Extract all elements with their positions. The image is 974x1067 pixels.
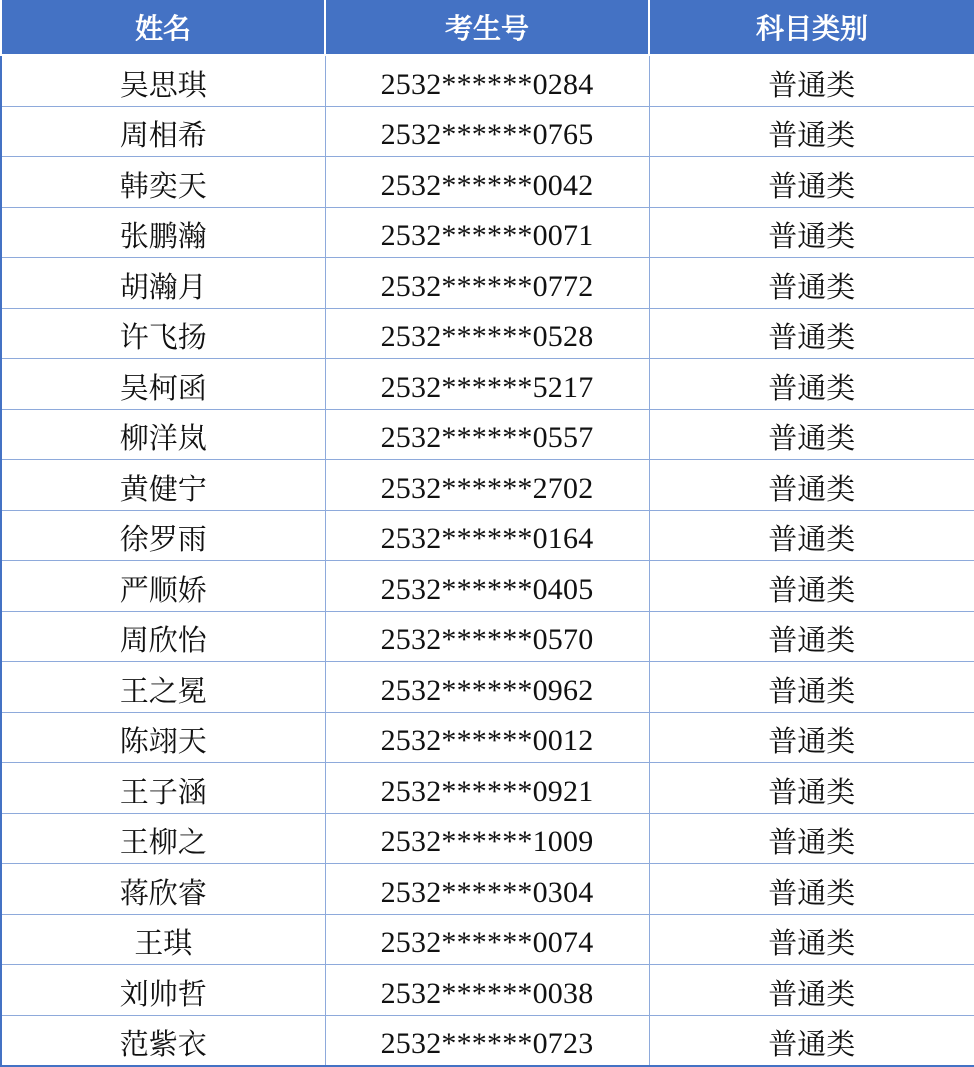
table-row xyxy=(1,460,974,511)
table-row xyxy=(1,157,974,208)
cell-category: 普通类 xyxy=(649,914,974,965)
table-row xyxy=(1,813,974,864)
cell-exam-id: 2532******0962 xyxy=(325,662,649,713)
table-row xyxy=(1,258,974,309)
cell-name: 王琪 xyxy=(1,914,325,965)
cell-exam-id: 2532******0038 xyxy=(325,965,649,1016)
cell-exam-id: 2532******0405 xyxy=(325,561,649,612)
cell-exam-id: 2532******0071 xyxy=(325,207,649,258)
cell-category: 普通类 xyxy=(649,813,974,864)
cell-name: 范紫衣 xyxy=(1,1015,325,1066)
cell-name: 刘帅哲 xyxy=(1,965,325,1016)
cell-category: 普通类 xyxy=(649,157,974,208)
cell-category: 普通类 xyxy=(649,965,974,1016)
header-name: 姓名 xyxy=(1,0,325,55)
cell-name: 王子涵 xyxy=(1,763,325,814)
cell-exam-id: 2532******0304 xyxy=(325,864,649,915)
table-body xyxy=(1,55,974,1066)
header-category: 科目类别 xyxy=(649,0,974,55)
table-row xyxy=(1,561,974,612)
header-row xyxy=(1,0,974,55)
table-row xyxy=(1,55,974,106)
table-row xyxy=(1,308,974,359)
table-header xyxy=(1,0,974,55)
cell-category: 普通类 xyxy=(649,712,974,763)
cell-category: 普通类 xyxy=(649,55,974,106)
cell-category: 普通类 xyxy=(649,409,974,460)
cell-category: 普通类 xyxy=(649,207,974,258)
cell-exam-id: 2532******0284 xyxy=(325,55,649,106)
cell-exam-id: 2532******5217 xyxy=(325,359,649,410)
cell-exam-id: 2532******0528 xyxy=(325,308,649,359)
cell-name: 张鹏瀚 xyxy=(1,207,325,258)
cell-category: 普通类 xyxy=(649,864,974,915)
table-row xyxy=(1,106,974,157)
cell-category: 普通类 xyxy=(649,611,974,662)
header-exam-id: 考生号 xyxy=(325,0,649,55)
cell-name: 黄健宁 xyxy=(1,460,325,511)
cell-category: 普通类 xyxy=(649,359,974,410)
cell-category: 普通类 xyxy=(649,1015,974,1066)
cell-name: 徐罗雨 xyxy=(1,510,325,561)
table-row xyxy=(1,864,974,915)
cell-name: 陈翊天 xyxy=(1,712,325,763)
cell-name: 柳洋岚 xyxy=(1,409,325,460)
table-row xyxy=(1,359,974,410)
table-row xyxy=(1,207,974,258)
cell-exam-id: 2532******0723 xyxy=(325,1015,649,1066)
cell-name: 王柳之 xyxy=(1,813,325,864)
cell-name: 吴柯函 xyxy=(1,359,325,410)
cell-category: 普通类 xyxy=(649,561,974,612)
cell-exam-id: 2532******2702 xyxy=(325,460,649,511)
table-row xyxy=(1,712,974,763)
table-row xyxy=(1,914,974,965)
cell-exam-id: 2532******0042 xyxy=(325,157,649,208)
cell-category: 普通类 xyxy=(649,308,974,359)
cell-category: 普通类 xyxy=(649,106,974,157)
cell-exam-id: 2532******0765 xyxy=(325,106,649,157)
cell-category: 普通类 xyxy=(649,258,974,309)
cell-category: 普通类 xyxy=(649,662,974,713)
cell-exam-id: 2532******0570 xyxy=(325,611,649,662)
table-row xyxy=(1,611,974,662)
cell-exam-id: 2532******0921 xyxy=(325,763,649,814)
cell-exam-id: 2532******0164 xyxy=(325,510,649,561)
cell-name: 王之冕 xyxy=(1,662,325,713)
cell-name: 严顺娇 xyxy=(1,561,325,612)
table-row xyxy=(1,1015,974,1066)
table-row xyxy=(1,662,974,713)
cell-name: 韩奕天 xyxy=(1,157,325,208)
cell-name: 胡瀚月 xyxy=(1,258,325,309)
cell-category: 普通类 xyxy=(649,460,974,511)
table-row xyxy=(1,965,974,1016)
cell-exam-id: 2532******0074 xyxy=(325,914,649,965)
cell-category: 普通类 xyxy=(649,510,974,561)
cell-name: 许飞扬 xyxy=(1,308,325,359)
cell-name: 周欣怡 xyxy=(1,611,325,662)
cell-name: 吴思琪 xyxy=(1,55,325,106)
table-row xyxy=(1,510,974,561)
cell-name: 蒋欣睿 xyxy=(1,864,325,915)
cell-exam-id: 2532******0772 xyxy=(325,258,649,309)
cell-exam-id: 2532******1009 xyxy=(325,813,649,864)
cell-exam-id: 2532******0012 xyxy=(325,712,649,763)
table-row xyxy=(1,409,974,460)
cell-exam-id: 2532******0557 xyxy=(325,409,649,460)
table-row xyxy=(1,763,974,814)
cell-category: 普通类 xyxy=(649,763,974,814)
cell-name: 周相希 xyxy=(1,106,325,157)
